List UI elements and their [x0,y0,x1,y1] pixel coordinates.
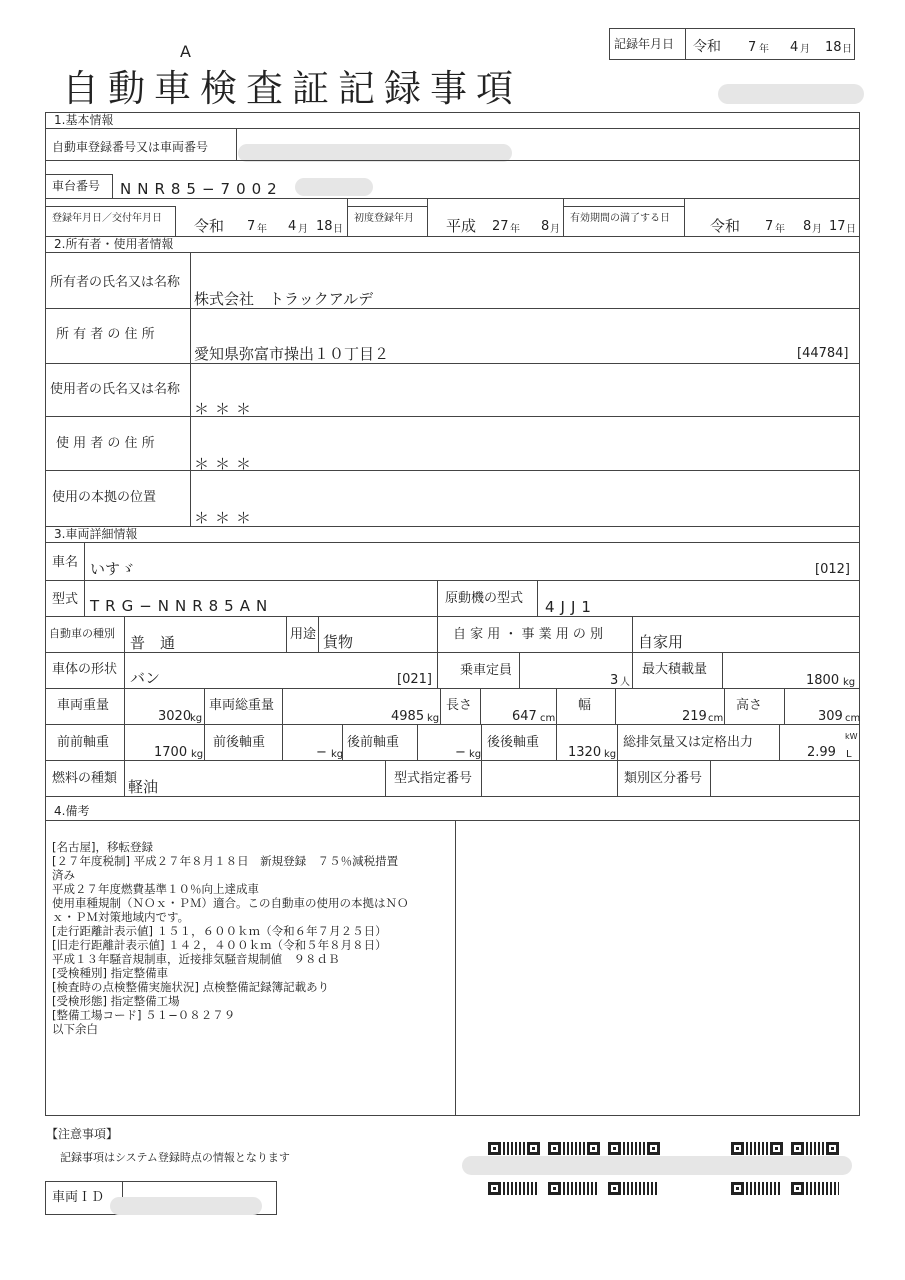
remarks-line: [名古屋]，移転登録 [52,840,153,854]
base-location-label: 使用の本拠の位置 [52,490,157,505]
redaction [110,1197,262,1215]
fr-axle-value: − [316,745,327,760]
body-code: [021] [397,672,432,687]
fuel-value: 軽油 [128,778,159,796]
vehicle-id-label: 車両ＩＤ [52,1190,105,1205]
model-label: 型式 [52,592,79,607]
notice-text: 記録事項はシステム登録時点の情報となります [60,1151,290,1164]
document-title: 自動車検査証記録事項 [62,67,522,110]
model-value: TRG−NNR85AN [90,597,274,615]
kind-label: 自動車の種別 [49,627,115,640]
section-3-heading: 3.車両詳細情報 [54,527,138,541]
remarks-line: [受検種別] 指定整備車 [52,966,169,980]
gross-weight-label: 車両総重量 [209,698,275,713]
private-value: 自家用 [638,633,684,651]
remarks-line: [走行距離計表示値] １５１，６００ｋｍ（令和６年７月２５日） [52,924,387,938]
type-designation-label: 型式指定番号 [394,771,473,786]
ff-axle-label: 前前軸重 [57,735,110,750]
expiry-label: 有効期間の満了する日 [570,213,670,224]
section-1-heading: 1.基本情報 [54,113,114,127]
owner-address-code: [44784] [797,346,849,361]
remarks-line: 平成１３年騒音規制車，近接排気騒音規制値 ９８ｄＢ [52,952,340,966]
body-value: バン [130,669,161,687]
reg-date-label: 登録年月日／交付年月日 [52,213,162,224]
height-value: 309 [818,709,843,724]
remarks-line: [整備工場コード] ５１−０８２７９ [52,1008,236,1022]
remarks [52,826,409,1050]
ff-axle-value: 1700 [154,745,188,760]
section-2-heading: 2.所有者・使用者情報 [54,237,174,251]
remarks-line: 使用車種規制（ＮＯｘ・ＰＭ）適合。この自動車の使用の本拠はＮＯ [52,896,409,910]
private-label: 自 家 用 ・ 事 業 用 の 別 [453,627,604,642]
weight-value: 3020 [158,709,192,724]
displacement-label: 総排気量又は定格出力 [623,735,754,750]
capacity-value: 3 [610,673,619,688]
length-label: 長さ [446,698,473,713]
record-date-label: 記録年月日 [614,37,675,51]
remarks-line: 済み [52,868,75,882]
notice-heading: 【注意事項】 [46,1127,119,1141]
user-address: ＊＊＊ [194,455,258,473]
max-load-value: 1800 [806,673,840,688]
owner-address-label: 所 有 者 の 住 所 [56,327,155,342]
max-load-label: 最大積載量 [642,662,708,677]
kind-value: 普 通 [130,634,176,652]
chassis-value: NNR85−7002 [120,180,283,198]
rr-axle-label: 後後軸重 [487,735,540,750]
rr-axle-value: 1320 [568,745,602,760]
owner-name: 株式会社 トラックアルデ [194,290,374,308]
corner-mark: A [180,42,191,61]
length-value: 647 [512,709,537,724]
engine-value: 4JJ1 [545,598,597,616]
width-label: 幅 [578,698,592,713]
redaction [718,84,864,104]
fr-axle-label: 前後軸重 [213,735,266,750]
maker-label: 車名 [52,555,79,570]
maker-code: [012] [815,562,850,577]
height-label: 高さ [736,698,763,713]
remarks-line: 平成２７年度燃費基準１０％向上達成車 [52,882,259,896]
width-value: 219 [682,709,707,724]
section-4-heading: 4.備考 [54,804,90,818]
maker-value: いすゞ [90,560,136,578]
chassis-label: 車台番号 [52,179,101,193]
body-label: 車体の形状 [52,662,118,677]
rf-axle-label: 後前軸重 [347,735,400,750]
engine-label: 原動機の型式 [445,591,524,606]
owner-name-label: 所有者の氏名又は名称 [50,275,181,290]
redaction [462,1156,852,1175]
remarks-line: ｘ・ＰＭ対策地域内です。 [52,910,190,924]
user-name-label: 使用者の氏名又は名称 [50,382,181,397]
base-location: ＊＊＊ [194,509,258,527]
remarks-line: [旧走行距離計表示値] １４２，４００ｋｍ（令和５年８月８日） [52,938,387,952]
remarks-line: [受検形態] 指定整備工場 [52,994,180,1008]
owner-address: 愛知県弥富市操出１０丁目２ [194,345,390,363]
remarks-line: [２７年度税制] 平成２７年８月１８日 新規登録 ７５％減税措置 [52,854,399,868]
redaction [295,178,373,196]
displacement-value: 2.99 [807,745,836,760]
user-name: ＊＊＊ [194,400,258,418]
remarks-line: 以下余白 [52,1022,98,1036]
class-number-label: 類別区分番号 [624,771,703,786]
use-label: 用途 [290,627,317,642]
remarks-line: [検査時の点検整備実施状況] 点検整備記録簿記載あり [52,980,330,994]
reg-number-label: 自動車登録番号又は車両番号 [52,140,209,154]
user-address-label: 使 用 者 の 住 所 [56,436,155,451]
weight-label: 車両重量 [57,698,110,713]
first-reg-label: 初度登録年月 [354,213,414,224]
rf-axle-value: − [455,745,466,760]
fuel-label: 燃料の種類 [52,771,118,786]
use-value: 貨物 [323,633,354,651]
gross-weight-value: 4985 [391,709,425,724]
capacity-label: 乗車定員 [460,663,513,678]
